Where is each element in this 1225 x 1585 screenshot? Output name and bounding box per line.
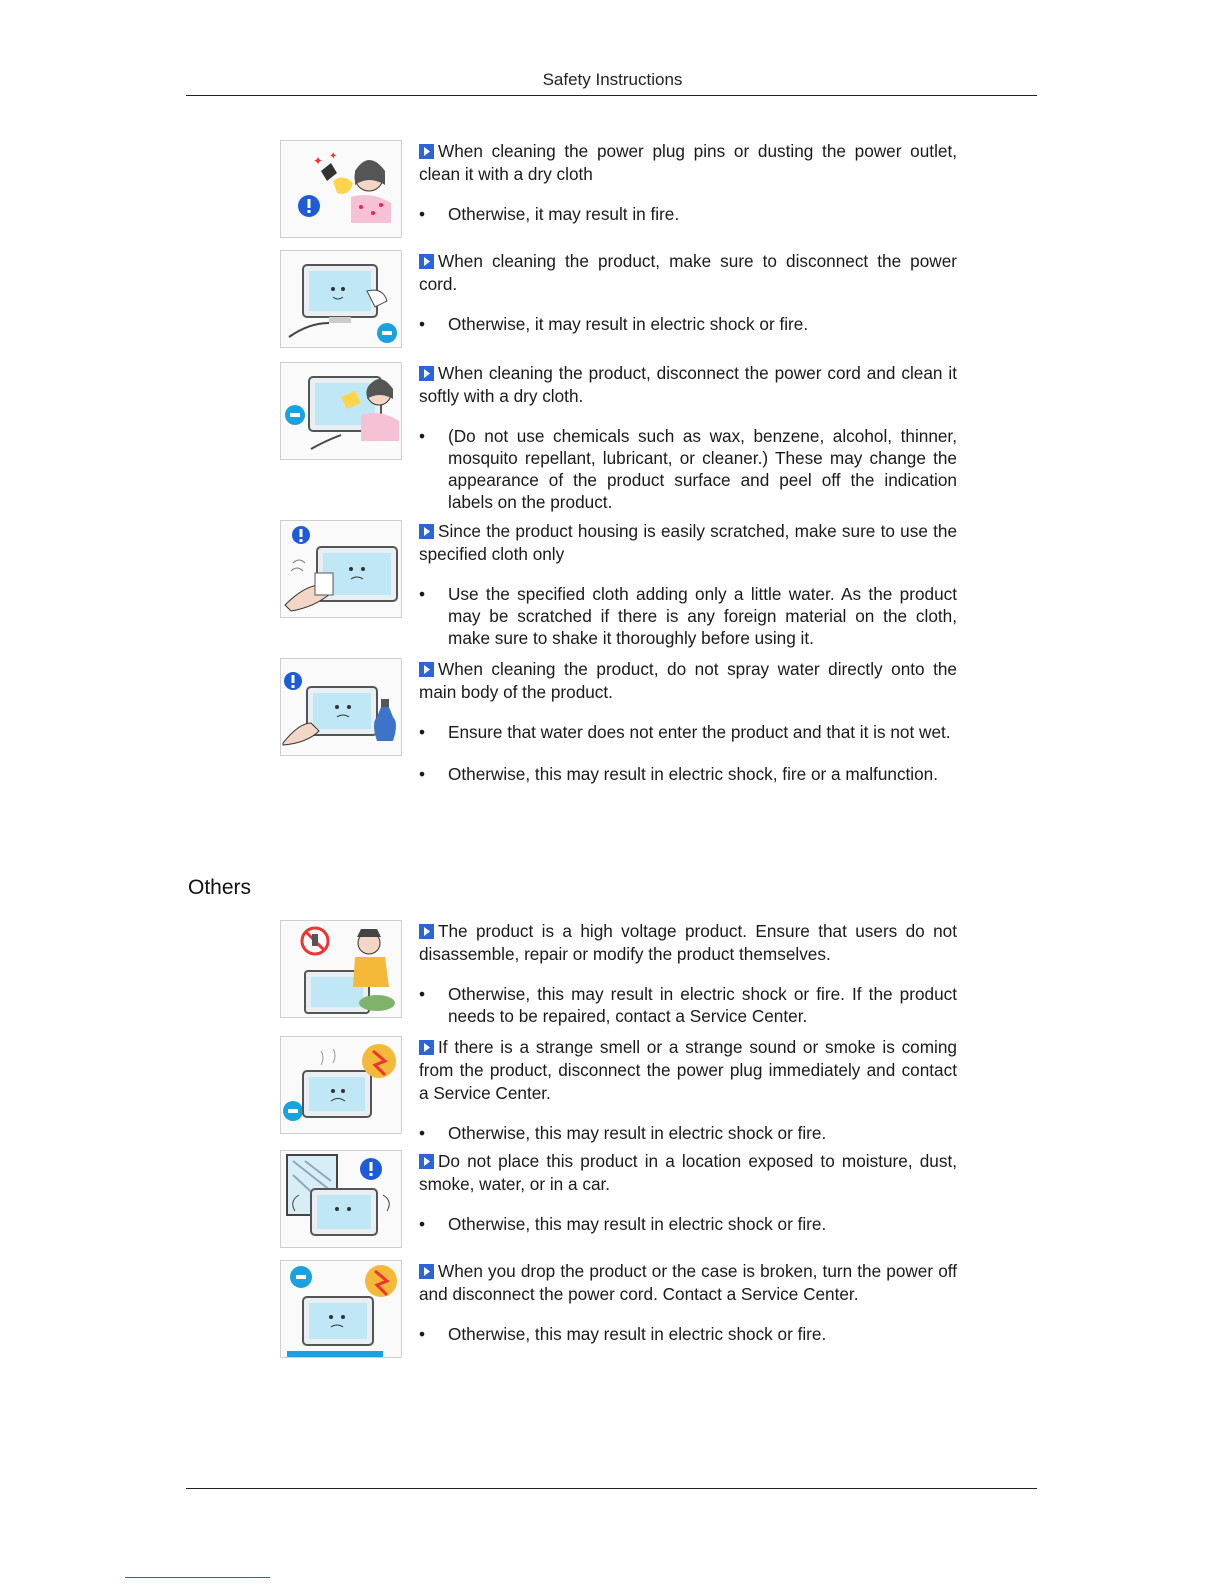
list-item: • (Do not use chemicals such as wax, benzene, alcohol, thinner, mosquito repellant, lubricant, or cleaner.) These may change the appearance of the product surface and peel off the indication labels on the product. [419,426,957,512]
list-item: • Otherwise, this may result in electric shock or fire. [419,1324,827,1344]
instruction-heading: The product is a high voltage product. Ensure that users do not disassemble, repair or modify the product themselves. [419,921,957,964]
unplug-tv-illustration-icon [280,250,402,348]
svg-text:✦: ✦ [313,154,324,168]
bullet-list [419,1213,957,1235]
bullet-list [419,583,957,649]
page-title: Safety Instructions [542,70,683,89]
instruction-heading: When cleaning the product, do not spray water directly onto the main body of the product. [419,659,957,702]
blue-play-icon [419,142,434,157]
list-item: • Otherwise, this may result in electric shock or fire. If the product needs to be repaired, contact a Service Center. [419,984,957,1026]
list-item: • Use the specified cloth adding only a little water. As the product may be scratched if there is any foreign material on the cloth, make sure to shake it thoroughly before using it. [419,584,957,648]
section-title-others: Others [188,876,252,899]
blue-play-icon [419,252,434,267]
bullet-list [419,203,957,225]
list-item: • Otherwise, this may result in electric shock or fire. [419,1214,827,1234]
list-item: • Otherwise, it may result in electric shock or fire. [419,314,809,334]
svg-text:✦: ✦ [329,151,338,162]
cleaning-plug-illustration-icon [280,140,402,238]
list-item: • Otherwise, this may result in electric shock or fire. [419,1123,827,1143]
broken-case-illustration-icon [280,1260,402,1358]
bullet-list [419,1122,957,1144]
instruction-heading: Do not place this product in a location exposed to moisture, dust, smoke, water, or in a car. [419,1151,957,1194]
bullet-list [419,721,957,785]
instruction-heading: If there is a strange smell or a strange sound or smoke is coming from the product, disconnect the power plug immediately and contact a Service Center. [419,1037,957,1103]
no-spray-water-illustration-icon [280,658,402,756]
instruction-heading: When you drop the product or the case is broken, turn the power off and disconnect the power cord. Contact a Service Center. [419,1261,957,1304]
footer-link-underline [125,1577,270,1578]
blue-play-icon [419,1038,434,1053]
no-disassemble-illustration-icon [280,920,402,1018]
blue-play-icon [419,922,434,937]
bullet-list [419,313,957,335]
instruction-heading: When cleaning the power plug pins or dusting the power outlet, clean it with a dry cloth [419,141,957,184]
blue-play-icon [419,522,434,537]
blue-play-icon [419,364,434,379]
bullet-list [419,425,957,513]
strange-smell-illustration-icon [280,1036,402,1134]
footer-rule [186,1488,1037,1489]
blue-play-icon [419,1152,434,1167]
blue-play-icon [419,1262,434,1277]
list-item: • Otherwise, it may result in fire. [419,204,680,224]
list-item: • Ensure that water does not enter the product and that it is not wet. [419,722,951,742]
dry-cloth-tv-illustration-icon [280,362,402,460]
header-rule [186,95,1037,96]
specified-cloth-illustration-icon [280,520,402,618]
instruction-heading: When cleaning the product, make sure to disconnect the power cord. [419,251,957,294]
bullet-list [419,1323,957,1345]
instruction-heading: When cleaning the product, disconnect the power cord and clean it softly with a dry cloth. [419,363,957,406]
blue-play-icon [419,660,434,675]
instruction-heading: Since the product housing is easily scratched, make sure to use the specified cloth only [419,521,957,564]
moisture-dust-illustration-icon [280,1150,402,1248]
bullet-list [419,983,957,1027]
list-item: • Otherwise, this may result in electric shock, fire or a malfunction. [419,764,939,784]
